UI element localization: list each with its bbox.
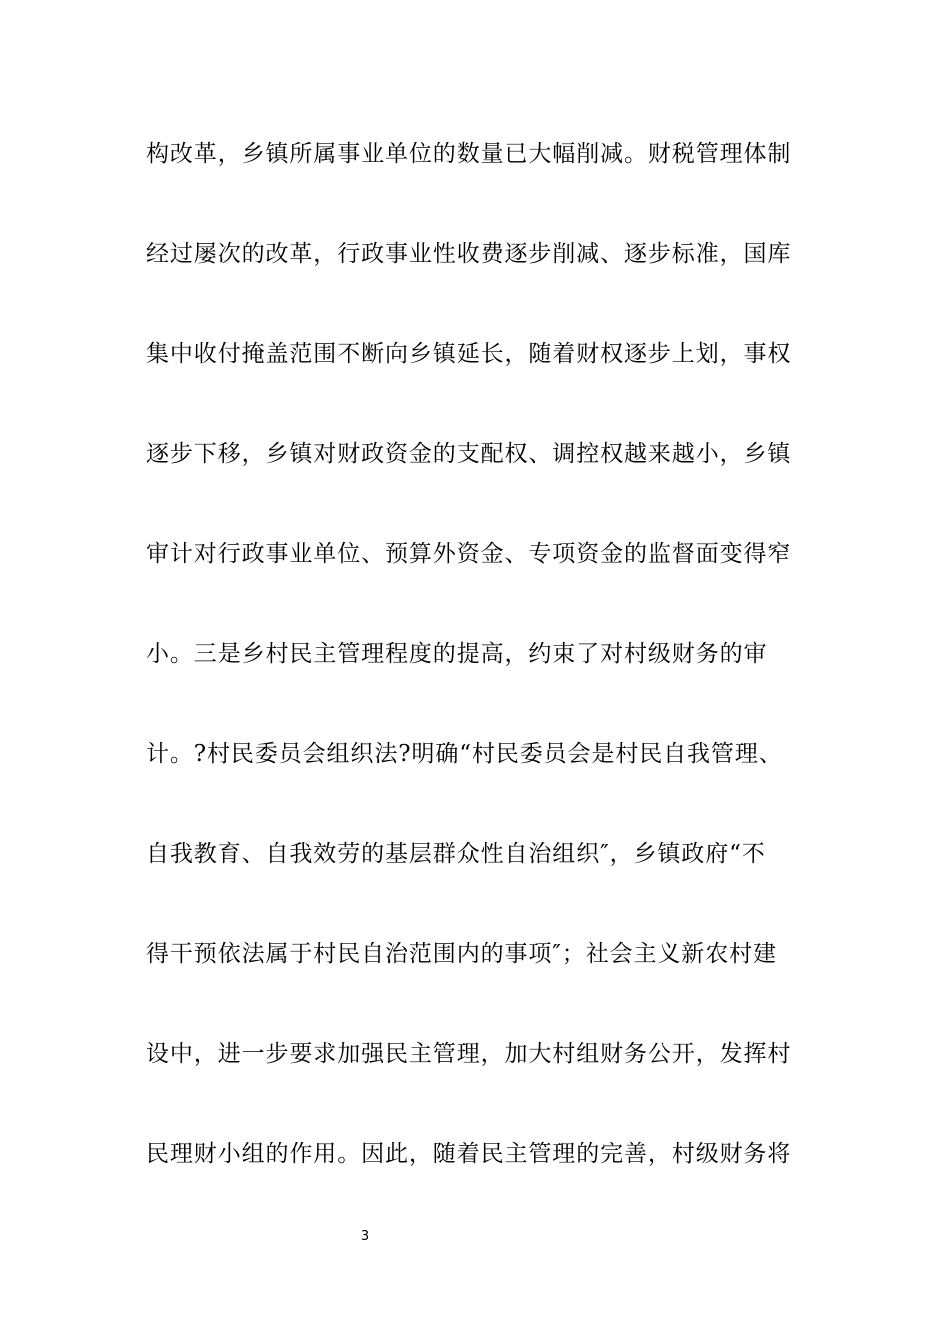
text-line: 设中，进一步要求加强民主管理，加大村组财务公开，发挥村	[146, 1041, 792, 1067]
text-line: 经过屡次的改革，行政事业性收费逐步削减、逐步标准，国库	[146, 241, 792, 267]
text-line: 集中收付掩盖范围不断向乡镇延长，随着财权逐步上划，事权	[146, 341, 792, 367]
body-text	[146, 128, 808, 1228]
text-line: 自我教育、自我效劳的基层群众性自治组织″，乡镇政府“不	[146, 841, 766, 867]
text-line: 构改革，乡镇所属事业单位的数量已大幅削减。财税管理体制	[146, 141, 792, 167]
text-line: 计。?村民委员会组织法?明确“村民委员会是村民自我管理、	[146, 741, 783, 767]
text-line: 审计对行政事业单位、预算外资金、专项资金的监督面变得窄	[146, 541, 792, 567]
text-line: 民理财小组的作用。因此，随着民主管理的完善，村级财务将	[146, 1141, 792, 1167]
text-line: 小。三是乡村民主管理程度的提高，约束了对村级财务的审	[146, 641, 768, 667]
text-line: 逐步下移，乡镇对财政资金的支配权、调控权越来越小，乡镇	[146, 441, 792, 467]
text-line: 得干预依法属于村民自治范围内的事项″；社会主义新农村建	[146, 941, 777, 967]
page-number: 3	[360, 1229, 370, 1244]
